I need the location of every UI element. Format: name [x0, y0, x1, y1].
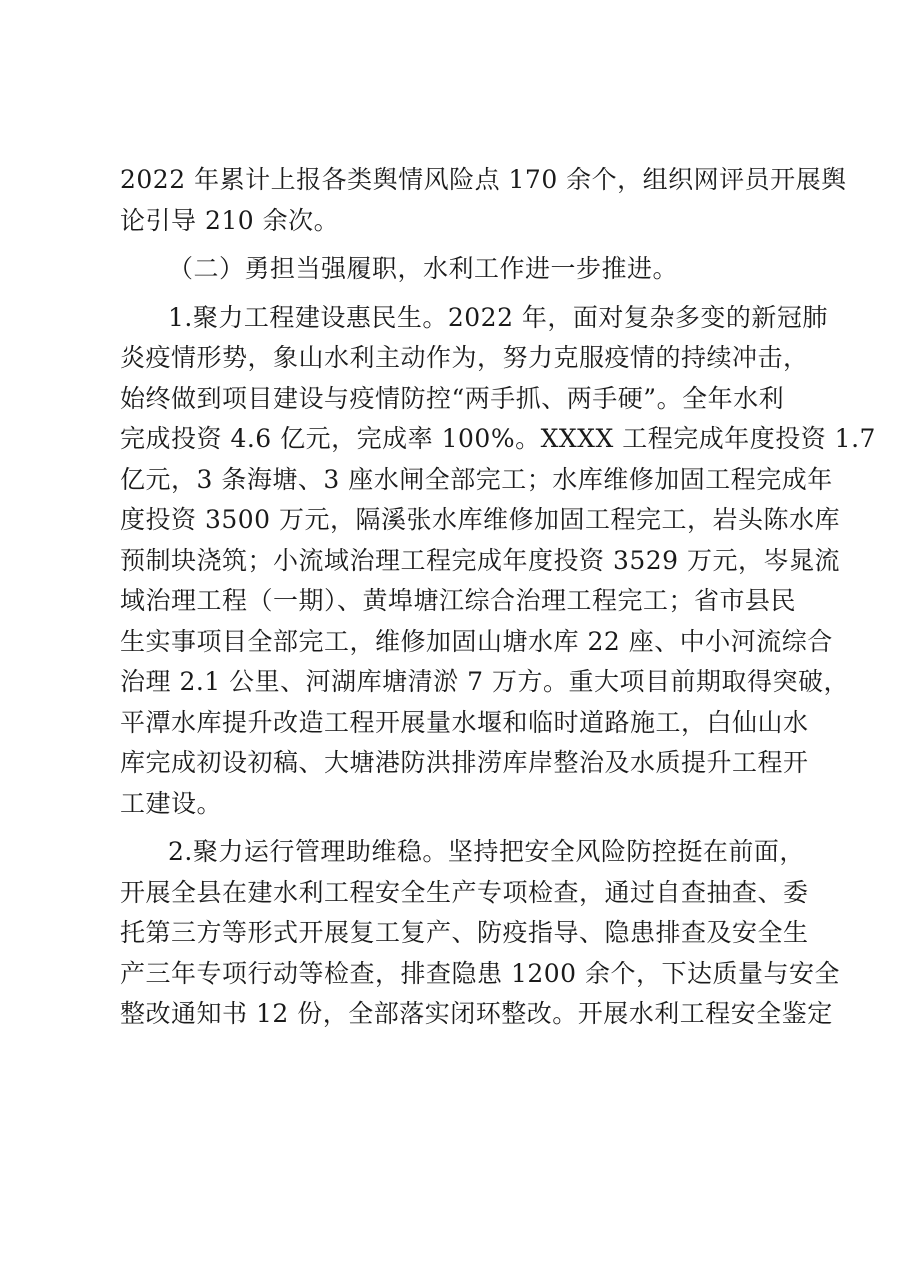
- paragraph-engineering: [120, 298, 876, 825]
- text-line: 工建设。: [120, 788, 223, 818]
- text-line: 预制块浇筑；小流域治理工程完成年度投资 3529 万元，岑晁流: [120, 545, 841, 575]
- paragraph-operations: [120, 832, 841, 1035]
- text-line: 度投资 3500 万元，隔溪张水库维修加固工程完工，岩头陈水库: [120, 505, 841, 534]
- text-line: 亿元，3 条海塘、3 座水闸全部完工；水库维修加固工程完成年: [120, 464, 833, 494]
- text-line: 始终做到项目建设与疫情防控“两手抓、两手硬”。全年水利: [120, 383, 785, 413]
- text-line: 完成投资 4.6 亿元，完成率 100%。XXXX 工程完成年度投资 1.7: [120, 424, 876, 453]
- text-line: 2022 年累计上报各类舆情风险点 170 余个，组织网评员开展舆: [120, 165, 847, 194]
- paragraph-continuation: [120, 160, 847, 241]
- text-line: 1.聚力工程建设惠民生。2022 年，面对复杂多变的新冠肺: [168, 302, 828, 332]
- section-heading-text: （二）勇担当强履职，水利工作进一步推进。: [168, 254, 679, 283]
- document-body: [120, 160, 876, 1035]
- text-line: 炎疫情形势，象山水利主动作为，努力克服疫情的持续冲击，: [120, 343, 809, 372]
- section-heading: [120, 249, 820, 290]
- text-line: 产三年专项行动等检查，排查隐患 1200 余个，下达质量与安全: [120, 958, 841, 988]
- text-line: 库完成初设初稿、大塘港防洪排涝库岸整治及水质提升工程开: [120, 748, 809, 777]
- text-line: 论引导 210 余次。: [120, 205, 340, 235]
- text-line: 托第三方等形式开展复工复产、防疫指导、隐患排查及安全生: [120, 918, 809, 947]
- text-line: 域治理工程（一期）、黄埠塘江综合治理工程完工；省市县民: [120, 586, 797, 615]
- text-line: 平潭水库提升改造工程开展量水堰和临时道路施工，白仙山水: [120, 707, 809, 737]
- text-line: 生实事项目全部完工，维修加固山塘水库 22 座、中小河流综合: [120, 626, 833, 656]
- text-line: 2.聚力运行管理助维稳。坚持把安全风险防控挺在前面，: [168, 837, 805, 866]
- text-line: 开展全县在建水利工程安全生产专项检查，通过自查抽查、委: [120, 877, 809, 907]
- text-line: 整改通知书 12 份，全部落实闭环整改。开展水利工程安全鉴定: [120, 999, 833, 1028]
- text-line: 治理 2.1 公里、河湖库塘清淤 7 万方。重大项目前期取得突破，: [120, 667, 849, 696]
